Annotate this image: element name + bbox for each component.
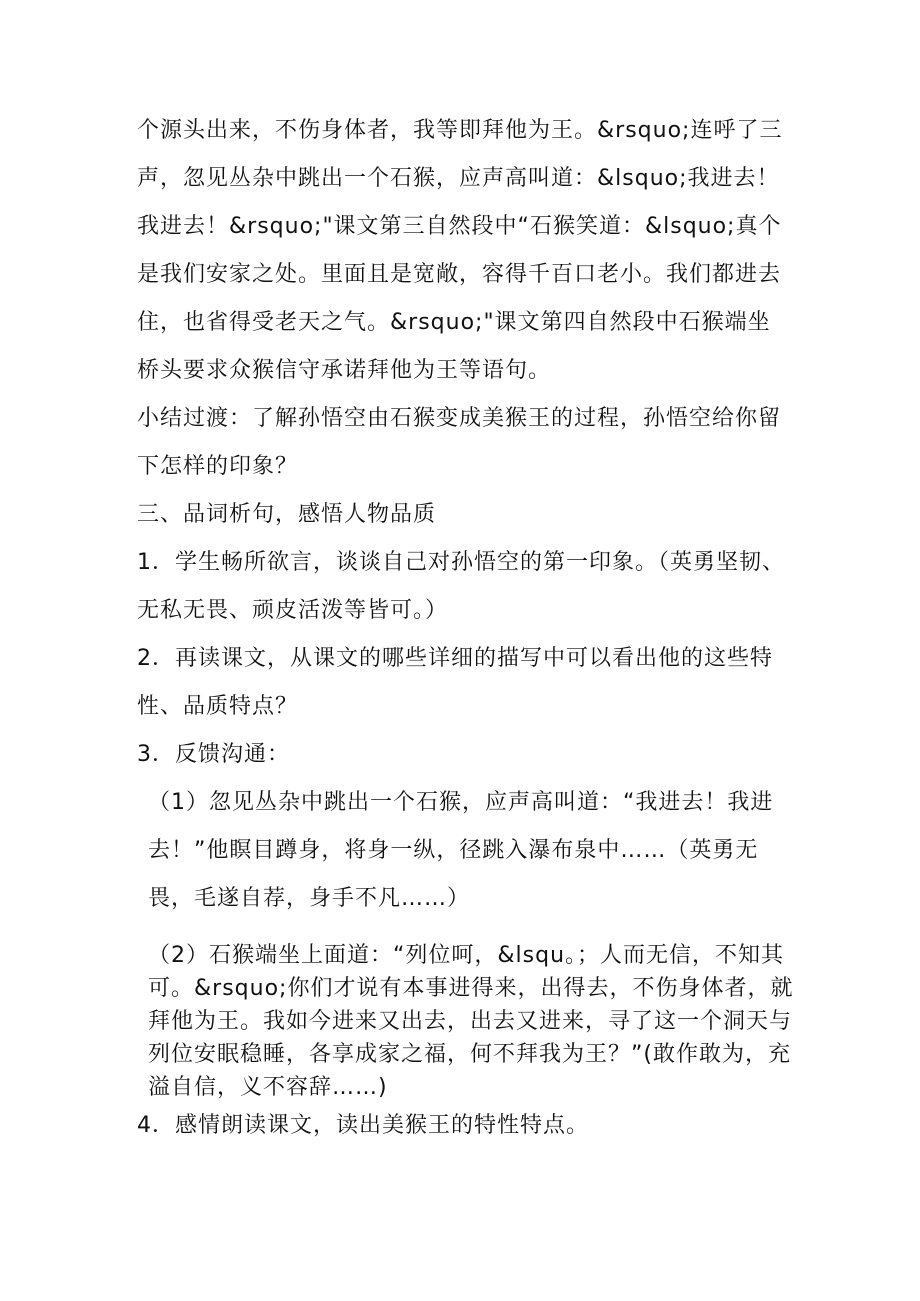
list-item-2: 2．再读课文，从课文的哪些详细的描写中可以看出他的这些特性、品质特点？ xyxy=(137,646,773,719)
sub-item-2: （2）石猴端坐上面道：“列位呵，&lsqu。；人而无信，不知其可。&rsquo;你们才说有本事进得来，出得去，不伤身体者，就拜他为王。我如今进来又出去，出去又进来，寻了这一个洞天与列位安眠稳睡，各享成家之福，何不拜我为王？”(敢作敢为，充溢自信，义不容辞……) xyxy=(148,943,794,1100)
paragraph-quote-continuation: 个源头出来，不伤身体者，我等即拜他为王。&rsquo;连呼了三声，忽见丛杂中跳出一个石猴，应声高叫道：&lsquo;我进去！我进去！&rsquo;"课文第三自然段中“石猴笑道：&lsquo;真个是我们安家之处。里面且是宽敞，容得千百口老小。我们都进去住，也省得受老天之气。&rsquo;"课文第四自然段中石猴端坐桥头要求众猴信守承诺拜他为王等语句。 xyxy=(137,118,783,383)
paragraph-summary-transition: 小结过渡：了解孙悟空由石猴变成美猴王的过程，孙悟空给你留下怎样的印象？ xyxy=(137,406,782,479)
sub-item-1: （1）忽见丛杂中跳出一个石猴，应声高叫道：“我进去！我进去！”他瞑目蹲身，将身一纵，径跳入瀑布泉中……（英勇无畏，毛遂自荐，身手不凡……） xyxy=(148,790,774,911)
list-item-1: 1．学生畅所欲言，谈谈自己对孙悟空的第一印象。（英勇坚韧、无私无畏、顽皮活泼等皆可。） xyxy=(137,550,785,623)
section-heading-3: 三、品词析句，感悟人物品质 xyxy=(137,502,437,527)
list-item-4: 4．感情朗读课文，读出美猴王的特性特点。 xyxy=(137,1113,589,1138)
list-item-3: 3．反馈沟通： xyxy=(137,742,290,767)
